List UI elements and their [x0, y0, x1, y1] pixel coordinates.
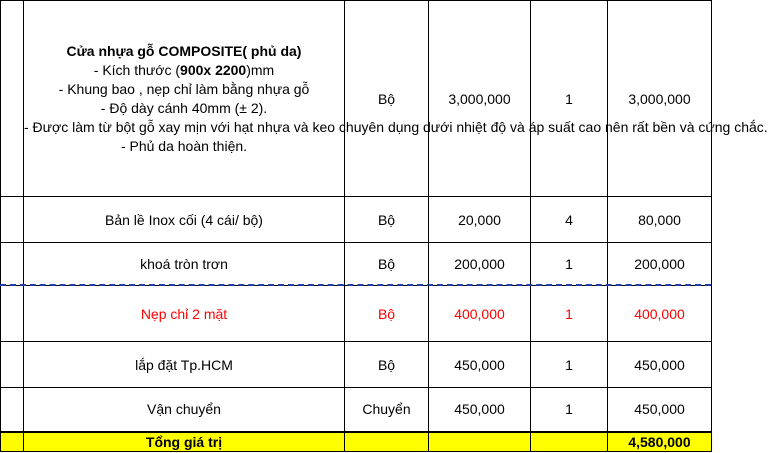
price-cell[interactable]: 450,000 — [429, 342, 531, 388]
table-row — [1, 342, 712, 388]
total-gutter-cell — [1, 432, 24, 452]
price-cell[interactable]: 20,000 — [429, 197, 531, 243]
table-row — [1, 286, 712, 342]
product-spec-line: - Phủ da hoàn thiện. — [120, 137, 248, 154]
qty-cell[interactable]: 1 — [531, 243, 608, 286]
product-spec-line: - Khung bao , nẹp chỉ làm bằng nhựa gỗ — [58, 80, 310, 97]
price-cell[interactable]: 3,000,000 — [429, 1, 531, 197]
item-name-cell[interactable]: Bản lề Inox cối (4 cái/ bộ) — [24, 197, 345, 243]
unit-cell[interactable]: Bộ — [345, 342, 429, 388]
qty-cell[interactable]: 1 — [531, 286, 608, 342]
row-gutter — [1, 1, 24, 197]
total-empty-cell[interactable] — [531, 432, 608, 452]
qty-cell[interactable]: 1 — [531, 388, 608, 432]
product-spec-line: - Độ dày cánh 40mm (± 2). — [100, 99, 268, 116]
item-name-cell[interactable]: Nẹp chỉ 2 mặt — [24, 286, 345, 342]
page-break-line — [0, 284, 711, 286]
total-label[interactable]: Tổng giá trị — [24, 432, 345, 452]
amount-cell[interactable]: 450,000 — [608, 388, 712, 432]
unit-cell[interactable]: Bộ — [345, 1, 429, 197]
total-empty-cell[interactable] — [429, 432, 531, 452]
total-row — [1, 432, 712, 452]
item-name-cell[interactable]: khoá tròn trơn — [24, 243, 345, 286]
amount-cell[interactable]: 200,000 — [608, 243, 712, 286]
product-row — [1, 1, 712, 197]
item-name-cell[interactable]: lắp đặt Tp.HCM — [24, 342, 345, 388]
product-title: Cửa nhựa gỗ COMPOSITE( phủ da) — [66, 42, 302, 59]
row-gutter — [1, 342, 24, 388]
amount-cell[interactable]: 3,000,000 — [608, 1, 712, 197]
price-cell[interactable]: 200,000 — [429, 243, 531, 286]
qty-cell[interactable]: 4 — [531, 197, 608, 243]
qty-cell[interactable]: 1 — [531, 1, 608, 197]
total-amount[interactable]: 4,580,000 — [608, 432, 712, 452]
table-row — [1, 243, 712, 286]
table-row — [1, 388, 712, 432]
price-cell[interactable]: 450,000 — [429, 388, 531, 432]
amount-cell[interactable]: 450,000 — [608, 342, 712, 388]
unit-cell[interactable]: Bộ — [345, 286, 429, 342]
qty-cell[interactable]: 1 — [531, 342, 608, 388]
unit-cell[interactable]: Bộ — [345, 197, 429, 243]
product-size: - Kích thước (900x 2200)mm — [93, 61, 275, 78]
amount-cell[interactable]: 80,000 — [608, 197, 712, 243]
table-row — [1, 197, 712, 243]
price-cell[interactable]: 400,000 — [429, 286, 531, 342]
row-gutter — [1, 197, 24, 243]
product-spec-line: - Được làm từ bột gỗ xay mịn với hạt nhựa và keo chuyên dụng dưới nhiệt độ và áp suất cao nên rất bền và cứng chắc. — [24, 118, 768, 135]
row-gutter — [1, 388, 24, 432]
product-size-value: 900x 2200 — [180, 61, 247, 78]
total-empty-cell[interactable] — [345, 432, 429, 452]
row-gutter — [1, 286, 24, 342]
unit-cell[interactable]: Bộ — [345, 243, 429, 286]
amount-cell[interactable]: 400,000 — [608, 286, 712, 342]
row-gutter — [1, 243, 24, 286]
item-name-cell[interactable]: Vận chuyển — [24, 388, 345, 432]
unit-cell[interactable]: Chuyển — [345, 388, 429, 432]
